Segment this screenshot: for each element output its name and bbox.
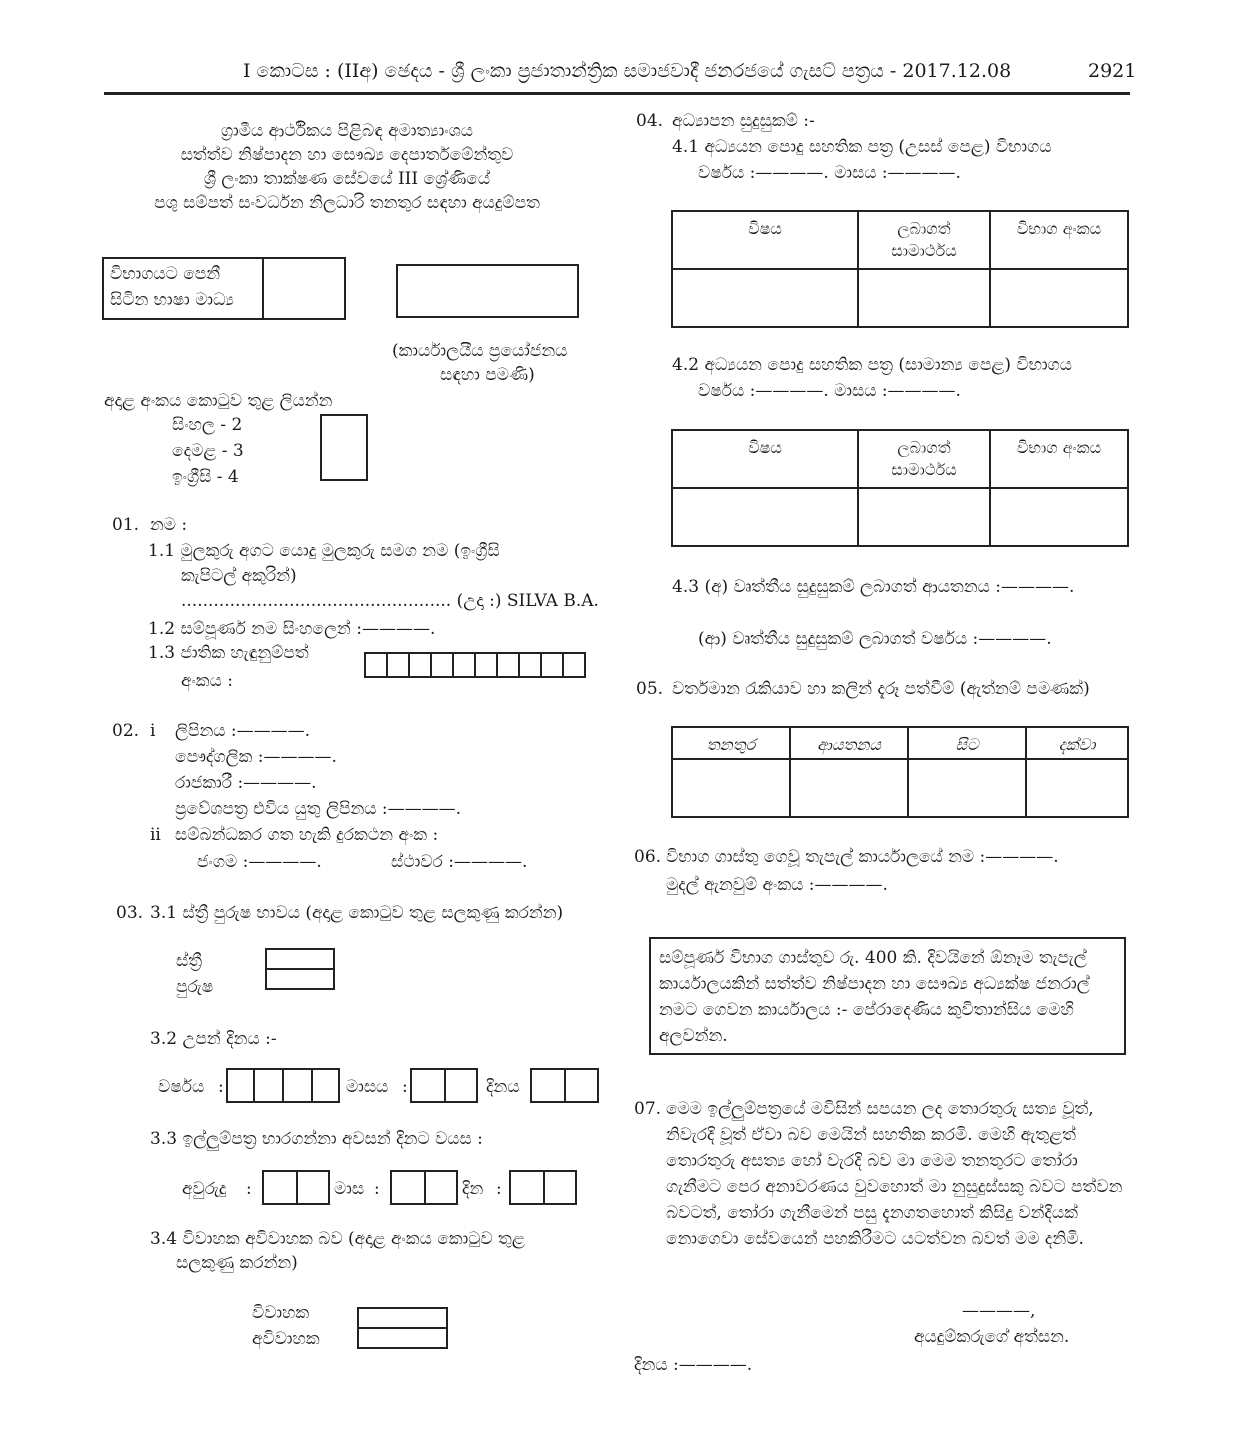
language-tamil: දෙමළ - 3 — [172, 441, 244, 461]
nic-digit-box[interactable] — [518, 652, 542, 678]
age-years-digit[interactable] — [296, 1170, 330, 1205]
dob-year-digit[interactable] — [282, 1068, 313, 1103]
ol-subject-cell[interactable] — [672, 488, 858, 546]
al-col-subject: විෂය — [672, 211, 858, 269]
emp-col-from: සිට — [908, 727, 1026, 759]
signature-label: අයදුම්කරුගේ අත්සන. — [914, 1327, 1070, 1347]
ol-index-cell[interactable] — [990, 488, 1128, 546]
nic-digit-box[interactable] — [386, 652, 410, 678]
fee-note-box — [649, 937, 1126, 1055]
al-col-grade-b: සාමාර්ථය — [891, 241, 957, 260]
s04-number: 04. — [636, 111, 664, 131]
dob-year-digit[interactable] — [253, 1068, 284, 1103]
title-service: ශ්‍රී ලංකා තාක්ෂණ සේවයේ III ශ්‍රේණියේ — [203, 169, 491, 189]
signature-line[interactable]: ————, — [962, 1301, 1036, 1321]
s05-number: 05. — [636, 679, 664, 699]
employment-table — [671, 726, 1129, 818]
dob-year-boxes[interactable] — [226, 1068, 340, 1103]
female-label: ස්ත්‍රී — [176, 951, 203, 971]
medium-box-divider — [262, 259, 264, 318]
age-months-boxes[interactable] — [390, 1170, 458, 1205]
q42-year-month[interactable]: වර්ෂය :————. මාසය :————. — [698, 381, 961, 401]
dob-year-colon: : — [218, 1077, 224, 1097]
ol-col-index: විභාග අංකය — [990, 430, 1128, 488]
ol-col-grade — [858, 430, 990, 488]
dob-day-label: දිනය — [486, 1077, 520, 1097]
admission-address-field[interactable]: ප්‍රවේශපත්‍ර එවිය යුතු ලිපිනය :————. — [175, 799, 462, 819]
dob-month-label: මාසය — [346, 1077, 389, 1097]
dob-day-digit[interactable] — [530, 1068, 566, 1103]
medium-box — [102, 257, 346, 320]
married-checkbox[interactable] — [357, 1307, 448, 1329]
medium-label-1: විභාගයට පෙනී — [110, 264, 221, 284]
title-ministry: ග්‍රාමීය ආර්ථිකය පිළිබඳ අමාත්‍යාංශය — [220, 121, 474, 141]
office-use-note-1: (කාර්යාලයීය ප්‍රයෝජනය — [392, 341, 568, 361]
emp-institute-cell[interactable] — [790, 759, 908, 817]
title-post: පශු සම්පත් සංවර්ධන නිලධාරි තනතුර සඳහා අයදුම්පත — [154, 193, 540, 213]
dob-year-digit[interactable] — [226, 1068, 255, 1103]
nic-digit-box[interactable] — [540, 652, 564, 678]
medium-input[interactable] — [266, 261, 342, 316]
emp-to-cell[interactable] — [1026, 759, 1128, 817]
al-col-index: විභාග අංකය — [990, 211, 1128, 269]
q43b-year[interactable]: (ආ) වෘත්තීය සුදුසුකම් ලබාගත් වර්ෂය :————. — [698, 629, 1052, 649]
q32-label: 3.2 උපන් දිනය :- — [150, 1029, 277, 1049]
age-days-label: දින — [462, 1179, 484, 1199]
running-title: I කොටස : (IIඅ) ඡෙදය - ශ්‍රී ලංකා ප්‍රජාතාන්ත්‍රික සමාජවාදී ජනරජයේ ගැසට් පත්‍රය - 2017.12.08 — [243, 60, 1012, 82]
declaration-text: මෙම ඉල්ලුම්පත්‍රයේ මවිසින් සපයන ලද තොරතුරු සත්‍ය වූත්, නිවැරදි වූත් ඒවා බව මෙයින් සහතික කරමි. මෙහි ඇතුළත් තොරතුරු අසත්‍ය හෝ වැරදි බව මා මෙම තනතුරට තෝරා ගැනීමට පෙර අනාවරණය වුවහොත් මා නුසුදුස්සකු බවට පත්වන බවටත්, තෝරා ගැනීමෙන් පසු දැනගතහොත් කිසිදු වන්දියක් නොගෙවා සේවයෙන් පහකිරීමට යටත්වන බවත් මම දනිමි. — [666, 1099, 1123, 1249]
dob-month-colon: : — [402, 1077, 408, 1097]
dob-day-boxes[interactable] — [530, 1068, 599, 1103]
dob-year-digit[interactable] — [311, 1068, 340, 1103]
age-days-boxes[interactable] — [509, 1170, 577, 1205]
emp-col-institute: ආයතනය — [790, 727, 908, 759]
dob-month-boxes[interactable] — [410, 1068, 478, 1103]
q11-label-b: කැපිටල් අකුරින්) — [181, 566, 297, 586]
money-order-field[interactable]: මුදල් ඇනවුම් අංකය :————. — [666, 875, 888, 895]
q41-label: 4.1 අධ්‍යයන පොදු සහතික පත්‍ර (උසස් පෙළ) විභාගය — [672, 137, 1052, 157]
male-label: පුරුෂ — [176, 977, 214, 997]
language-sinhala: සිංහල - 2 — [172, 415, 243, 435]
emp-post-cell[interactable] — [672, 759, 790, 817]
language-instruction: අදාළ අංකය කොටුව තුළ ලියන්න — [104, 391, 333, 411]
nic-digit-box[interactable] — [496, 652, 520, 678]
s01-label: නම : — [150, 515, 188, 535]
s06-number: 06. — [634, 847, 662, 867]
al-col-grade-a: ලබාගත් — [897, 219, 951, 238]
male-checkbox[interactable] — [265, 968, 335, 990]
ol-results-table — [671, 429, 1129, 547]
official-address-field[interactable]: රාජකාරී :————. — [175, 773, 317, 793]
medium-label-2: සිටින භාෂා මාධ්‍ය — [110, 290, 234, 310]
unmarried-checkbox[interactable] — [357, 1327, 448, 1349]
age-years-boxes[interactable] — [262, 1170, 330, 1205]
al-subject-cell[interactable] — [672, 269, 858, 327]
unmarried-label: අවිවාහක — [252, 1329, 320, 1349]
q31-label: 3.1 ස්ත්‍රී පුරුෂ භාවය (අදාළ කොටුව තුළ සලකුණු කරන්න) — [150, 903, 564, 923]
header-rule — [104, 92, 1130, 95]
ol-grade-cell[interactable] — [858, 488, 990, 546]
q11-name-field[interactable]: .................................................. (උදා :) SILVA B.A. — [181, 591, 599, 611]
age-years-label: අවුරුදු — [182, 1179, 227, 1199]
nic-digit-box[interactable] — [408, 652, 432, 678]
ol-col-grade-b: සාමාර්ථය — [891, 460, 957, 479]
page-number: 2921 — [1088, 60, 1137, 82]
married-label: විවාහක — [252, 1303, 310, 1323]
q12-full-name[interactable]: 1.2 සම්පූර්ණ නම සිංහලෙන් :————. — [148, 619, 436, 639]
q42-label: 4.2 අධ්‍යයන පොදු සහතික පත්‍ර (සාමාන්‍ය පෙළ) විභාගය — [672, 355, 1072, 375]
personal-address-field[interactable]: පෞද්ගලික :————. — [175, 747, 337, 767]
fee-note-text: සම්පූර්ණ විභාග ගාස්තුව රු. 400 කි. දිවයිනේ ඕනෑම තැපැල් කාර්යාලයකින් සත්ත්ව නිෂ්පාදන හා සෞඛ්‍ය අධ්‍යක්ෂ ජනරාල් නමට ගෙවන කාර්යාලය :- පේරාදෙණිය කුවිතාන්සිය මෙහි අලවන්න. — [659, 948, 1090, 1046]
age-months-label: මාස — [334, 1179, 365, 1199]
s03-number: 03. — [116, 903, 144, 923]
s02-number: 02. — [112, 721, 140, 741]
dob-month-digit[interactable] — [410, 1068, 446, 1103]
nic-number-boxes[interactable] — [364, 652, 586, 678]
q41-year-month[interactable]: වර්ෂය :————. මාසය :————. — [698, 163, 961, 183]
q33-label: 3.3 ඉල්ලුම්පත්‍ර භාරගන්නා අවසන් දිනට වයස : — [150, 1129, 483, 1149]
phones-label: සම්බන්ධකර ගත හැකි දුරකථන අංක : — [175, 825, 439, 845]
age-days-digit[interactable] — [543, 1170, 577, 1205]
s02-i: i — [150, 721, 156, 741]
al-index-cell[interactable] — [990, 269, 1128, 327]
age-years-digit[interactable] — [262, 1170, 298, 1205]
office-use-box[interactable] — [396, 264, 579, 318]
fixed-phone-field[interactable]: ස්ථාවර :————. — [391, 852, 528, 872]
s02-ii: ii — [150, 825, 161, 845]
q13-label-b: අංකය : — [181, 671, 233, 691]
nic-digit-box[interactable] — [452, 652, 476, 678]
q13-label-a: 1.3 ජාතික හැඳුනුම්පත් — [148, 643, 309, 663]
address-field[interactable]: ලිපිනය :————. — [175, 721, 311, 741]
s07-number: 07. — [634, 1099, 662, 1119]
nic-digit-box[interactable] — [364, 652, 388, 678]
age-months-digit[interactable] — [424, 1170, 458, 1205]
q34-label-b: සලකුණු කරන්න) — [176, 1253, 298, 1273]
ol-col-subject: විෂය — [672, 430, 858, 488]
emp-col-post: තනතුර — [672, 727, 790, 759]
q43a-institute[interactable]: 4.3 (අ) වෘත්තීය සුදුසුකම් ලබාගත් ආයතනය :————. — [672, 577, 1075, 597]
age-days-colon: : — [496, 1179, 502, 1199]
al-col-grade — [858, 211, 990, 269]
dob-day-digit[interactable] — [564, 1068, 599, 1103]
dob-year-label: වර්ෂය — [158, 1077, 205, 1097]
dob-month-digit[interactable] — [444, 1068, 478, 1103]
nic-digit-box[interactable] — [430, 652, 454, 678]
age-months-colon: : — [374, 1179, 380, 1199]
s04-title: අධ්‍යාපන සුදුසුකම් :- — [672, 111, 815, 131]
emp-col-to: දක්වා — [1026, 727, 1128, 759]
age-months-digit[interactable] — [390, 1170, 426, 1205]
ol-col-grade-a: ලබාගත් — [897, 438, 951, 457]
date-field[interactable]: දිනය :————. — [634, 1355, 753, 1375]
mobile-field[interactable]: ජංගම :————. — [197, 852, 322, 872]
nic-digit-box[interactable] — [474, 652, 498, 678]
nic-digit-box[interactable] — [562, 652, 586, 678]
language-english: ඉංග්‍රීසි - 4 — [172, 467, 239, 487]
post-office-field[interactable]: විභාග ගාස්තු ගෙවූ තැපැල් කාර්යාලයේ නම :————. — [666, 847, 1059, 867]
age-years-colon: : — [246, 1179, 252, 1199]
al-results-table — [671, 210, 1129, 328]
female-checkbox[interactable] — [265, 948, 335, 970]
s01-number: 01. — [112, 515, 140, 535]
s05-title: වර්තමාන රැකියාව හා කලින් දැරූ පත්වීම් (ඇත්නම් පමණක්) — [672, 679, 1090, 699]
emp-from-cell[interactable] — [908, 759, 1026, 817]
office-use-note-2: සඳහා පමණි) — [440, 365, 535, 385]
q11-label-a: 1.1 මුලකුරු අගට යොදු මුලකුරු සමග නම (ඉංග්‍රීසි — [148, 541, 500, 561]
q34-label-a: 3.4 විවාහක අවිවාහක බව (අදාළ අංකය කොටුව තුළ — [150, 1229, 525, 1249]
language-code-input[interactable] — [320, 414, 368, 481]
title-department: සත්ත්ව නිෂ්පාදන හා සෞඛ්‍ය දෙපාර්තමේන්තුව — [180, 145, 514, 165]
al-grade-cell[interactable] — [858, 269, 990, 327]
age-days-digit[interactable] — [509, 1170, 545, 1205]
